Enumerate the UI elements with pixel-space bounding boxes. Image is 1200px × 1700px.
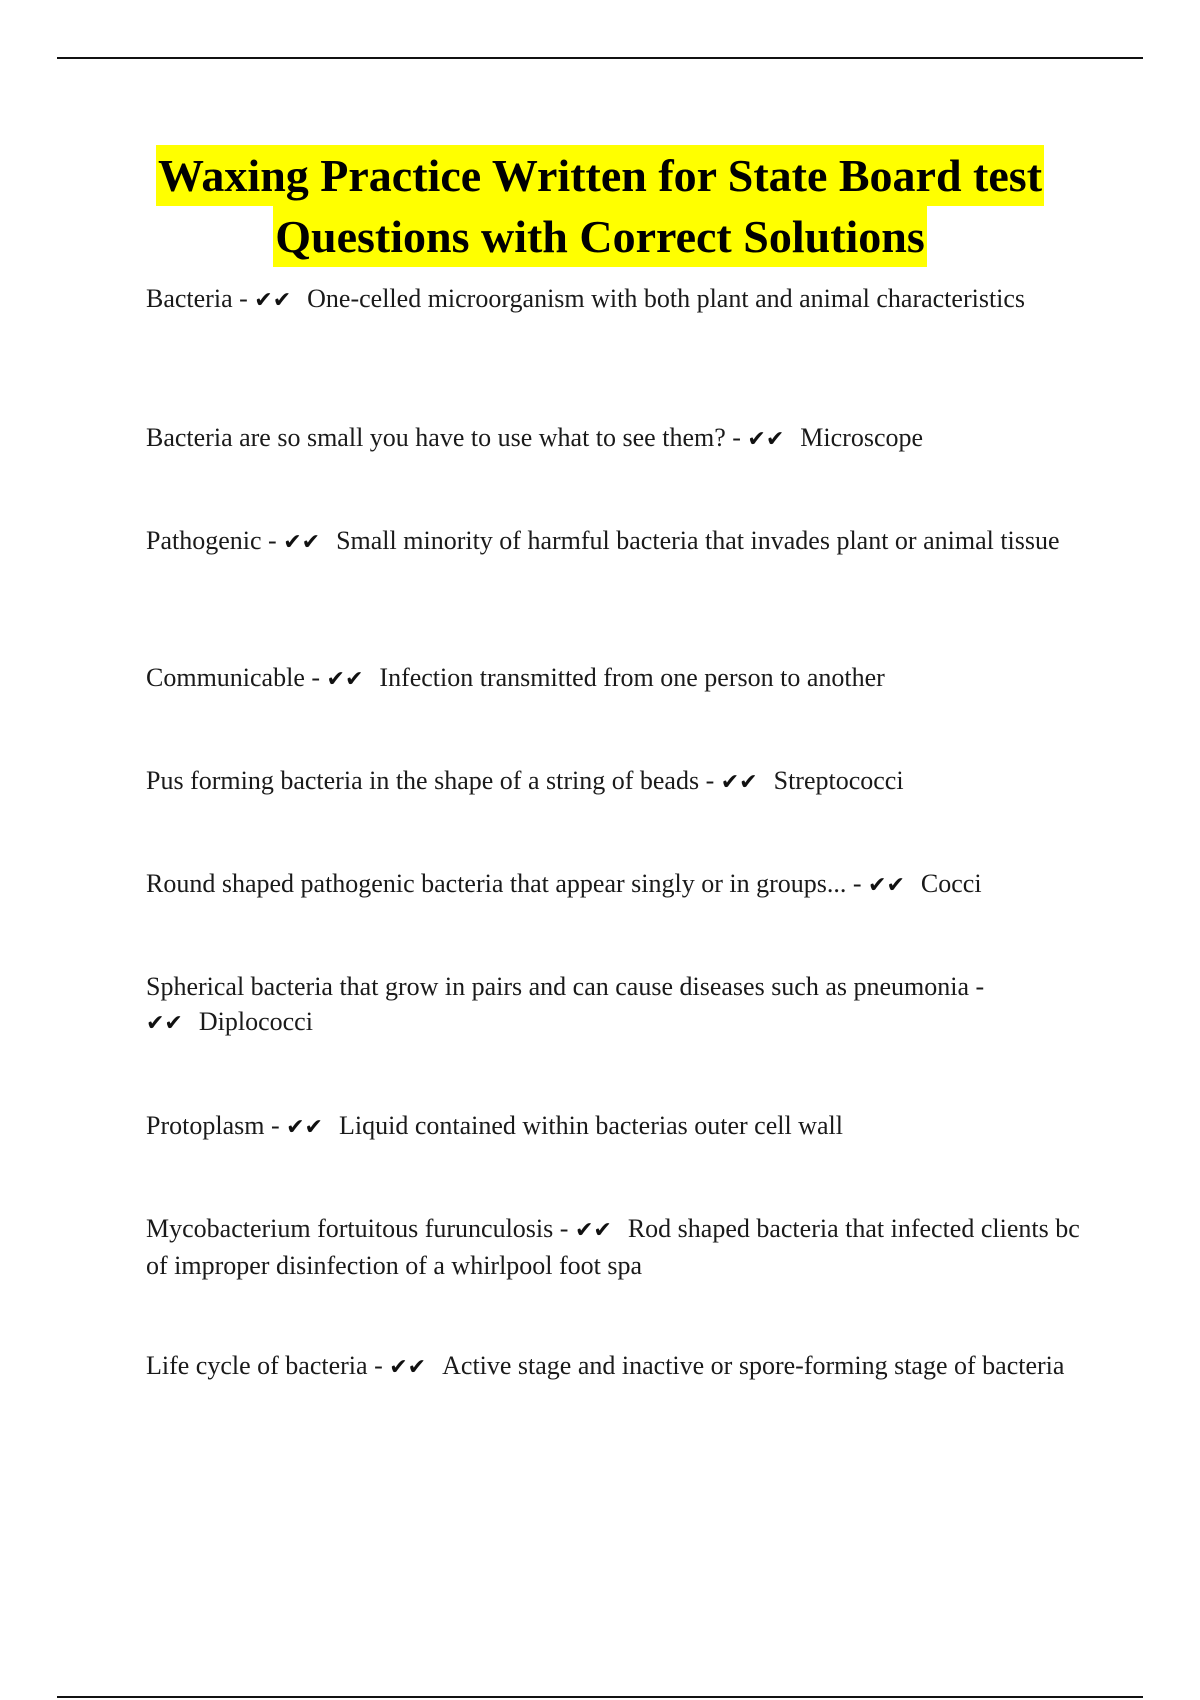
qa-answer: Rod shaped bacteria that infected clients bc of improper disinfection of a whirlpool foot spa [146, 1214, 1080, 1280]
qa-answer: Liquid contained within bacterias outer cell wall [339, 1111, 843, 1140]
double-check-icon: ✔✔ [326, 667, 364, 692]
qa-term: Round shaped pathogenic bacteria that appear singly or in groups... [146, 869, 847, 898]
qa-answer: Cocci [920, 869, 982, 898]
double-check-icon: ✔✔ [574, 1218, 612, 1243]
qa-item: Pathogenic - ✔✔ Small minority of harmful bacteria that invades plant or animal tissue [146, 526, 1060, 555]
qa-item: Bacteria - ✔✔ One-celled microorganism with both plant and animal characteristics [146, 284, 1026, 313]
qa-answer: Active stage and inactive or spore-forming stage of bacteria [442, 1351, 1065, 1380]
qa-item: Round shaped pathogenic bacteria that appear singly or in groups... - ✔✔ Cocci [146, 869, 982, 898]
qa-answer: One-celled microorganism with both plant and animal characteristics [307, 284, 1026, 313]
qa-term: Communicable [146, 663, 305, 692]
qa-term: Bacteria are so small you have to use what to see them? [146, 423, 726, 452]
double-check-icon: ✔✔ [254, 288, 292, 313]
qa-term: Bacteria [146, 284, 233, 313]
header-rule [57, 57, 1143, 59]
qa-item: Communicable - ✔✔ Infection transmitted from one person to another [146, 663, 885, 692]
qa-answer: Diplococci [198, 1007, 313, 1036]
document-title [0, 145, 1200, 267]
double-check-icon: ✔✔ [868, 873, 905, 898]
double-check-icon: ✔✔ [146, 1011, 183, 1036]
double-check-icon: ✔✔ [283, 530, 321, 555]
double-check-icon: ✔✔ [389, 1355, 427, 1380]
qa-term: Pus forming bacteria in the shape of a string of beads [146, 766, 700, 795]
title-line-2: Questions with Correct Solutions [273, 206, 927, 267]
qa-term: Mycobacterium fortuitous furunculosis [146, 1214, 554, 1243]
qa-item: Mycobacterium fortuitous furunculosis - ✔✔ Rod shaped bacteria that infected clients bc of improper disinfection of a whirlpool foot spa [146, 1214, 1080, 1280]
qa-answer: Small minority of harmful bacteria that invades plant or animal tissue [336, 526, 1060, 555]
qa-answer: Streptococci [773, 766, 904, 795]
qa-item: Life cycle of bacteria - ✔✔ Active stage and inactive or spore-forming stage of bacteria [146, 1351, 1065, 1380]
qa-item: Spherical bacteria that grow in pairs and can cause diseases such as pneumonia - ✔✔ Diplococci [146, 972, 985, 1036]
qa-term: Spherical bacteria that grow in pairs and can cause diseases such as pneumonia [146, 972, 970, 1001]
double-check-icon: ✔✔ [720, 770, 758, 795]
qa-term: Pathogenic [146, 526, 262, 555]
footer-rule [57, 1696, 1143, 1698]
qa-item: Protoplasm - ✔✔ Liquid contained within bacterias outer cell wall [146, 1111, 843, 1140]
qa-answer: Microscope [800, 423, 924, 452]
qa-term: Life cycle of bacteria [146, 1351, 368, 1380]
qa-term: Protoplasm [146, 1111, 265, 1140]
double-check-icon: ✔✔ [747, 427, 785, 452]
title-line-1: Waxing Practice Written for State Board test [156, 145, 1044, 206]
qa-answer: Infection transmitted from one person to another [379, 663, 885, 692]
qa-item: Pus forming bacteria in the shape of a string of beads - ✔✔ Streptococci [146, 766, 904, 795]
double-check-icon: ✔✔ [286, 1115, 323, 1140]
qa-item: Bacteria are so small you have to use what to see them? - ✔✔ Microscope [146, 423, 924, 452]
